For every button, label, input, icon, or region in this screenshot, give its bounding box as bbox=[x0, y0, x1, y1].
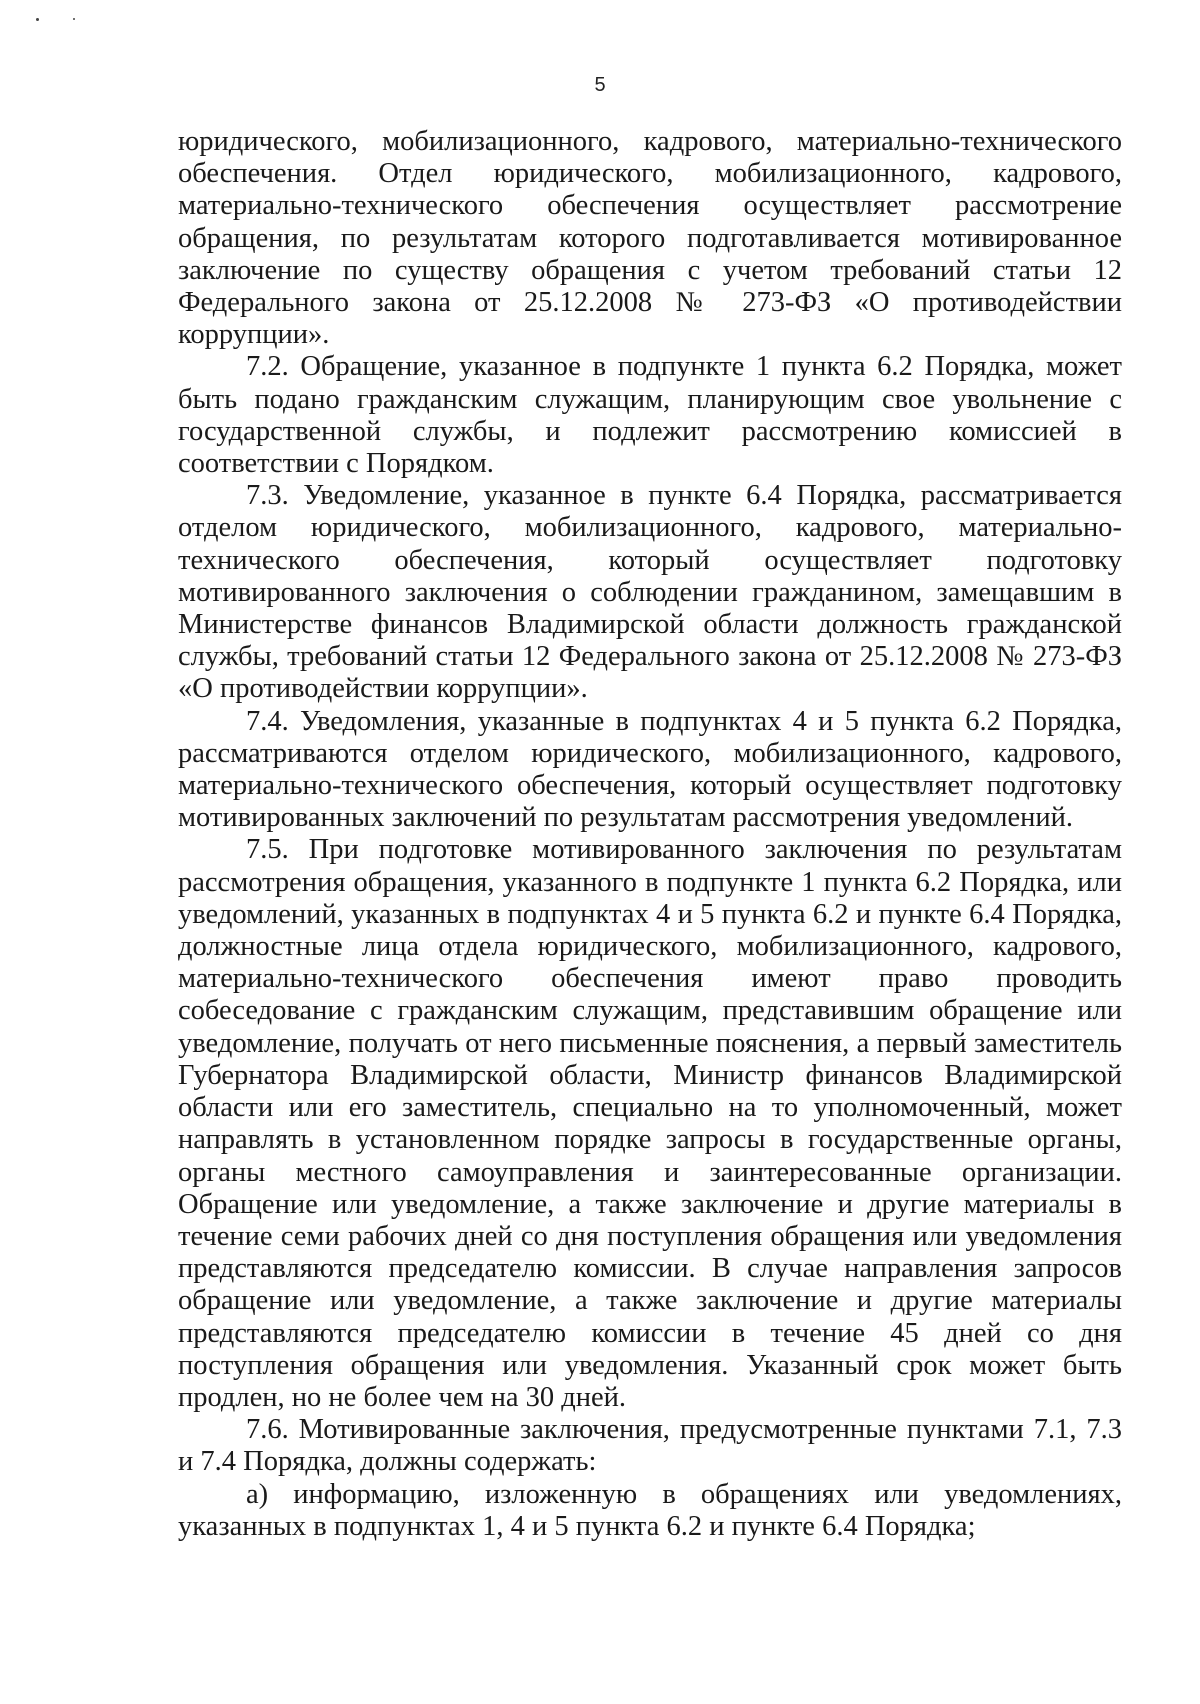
paragraph-7-5: 7.5. При подготовке мотивированного заключения по результатам рассмотрения обращения, указанного в подпункте 1 пункта 6.2 Порядка, или уведомлений, указанных в подпунктах 4 и 5 пункта 6.2 и пункте 6.4 Порядка, должностные лица отдела юридического, мобилизационного, кадрового, материально-технического обеспечения имеют право проводить собеседование с гражданским служащим, представившим обращение или уведомление, получать от него письменные пояснения, а первый заместитель Губернатора Владимирской области, Министр финансов Владимирской области или его заместитель, специально на то уполномоченный, может направлять в установленном порядке запросы в государственные органы, органы местного самоуправления и заинтересованные организации. Обращение или уведомление, а также заключение и другие материалы в течение семи рабочих дней со дня поступления обращения или уведомления представляются председателю комиссии. В случае направления запросов обращение или уведомление, а также заключение и другие материалы представляются председателю комиссии в течение 45 дней со дня поступления обращения или уведомления. Указанный срок может быть продлен, но не более чем на 30 дней. bbox=[178, 834, 1122, 1413]
paragraph-7-3: 7.3. Уведомление, указанное в пункте 6.4 Порядка, рассматривается отделом юридического, мобилизационного, кадрового, материально-технического обеспечения, который осуществляет подготовку мотивированного заключения о соблюдении гражданином, замещавшим в Министерстве финансов Владимирской области должность гражданской службы, требований статьи 12 Федерального закона от 25.12.2008 № 273-ФЗ «О противодействии коррупции». bbox=[178, 480, 1122, 705]
scan-artifact bbox=[36, 18, 39, 21]
paragraph-7-6: 7.6. Мотивированные заключения, предусмотренные пунктами 7.1, 7.3 и 7.4 Порядка, должны содержать: bbox=[178, 1414, 1122, 1478]
document-body bbox=[178, 126, 1122, 1543]
scan-artifact bbox=[73, 18, 75, 20]
page-number: 5 bbox=[594, 74, 606, 96]
paragraph-continuation: юридического, мобилизационного, кадрового, материально-технического обеспечения. Отдел юридического, мобилизационного, кадрового, материально-технического обеспечения осуществляет рассмотрение обращения, по результатам которого подготавливается мотивированное заключение по существу обращения с учетом требований статьи 12 Федерального закона от 25.12.2008 № 273-ФЗ «О противодействии коррупции». bbox=[178, 126, 1122, 351]
paragraph-7-4: 7.4. Уведомления, указанные в подпунктах 4 и 5 пункта 6.2 Порядка, рассматриваются отделом юридического, мобилизационного, кадрового, материально-технического обеспечения, который осуществляет подготовку мотивированных заключений по результатам рассмотрения уведомлений. bbox=[178, 705, 1122, 834]
paragraph-7-6-a: а) информацию, изложенную в обращениях или уведомлениях, указанных в подпунктах 1, 4 и 5 пункта 6.2 и пункте 6.4 Порядка; bbox=[178, 1478, 1122, 1542]
paragraph-7-2: 7.2. Обращение, указанное в подпункте 1 пункта 6.2 Порядка, может быть подано гражданским служащим, планирующим свое увольнение с государственной службы, и подлежит рассмотрению комиссией в соответствии с Порядком. bbox=[178, 351, 1122, 480]
